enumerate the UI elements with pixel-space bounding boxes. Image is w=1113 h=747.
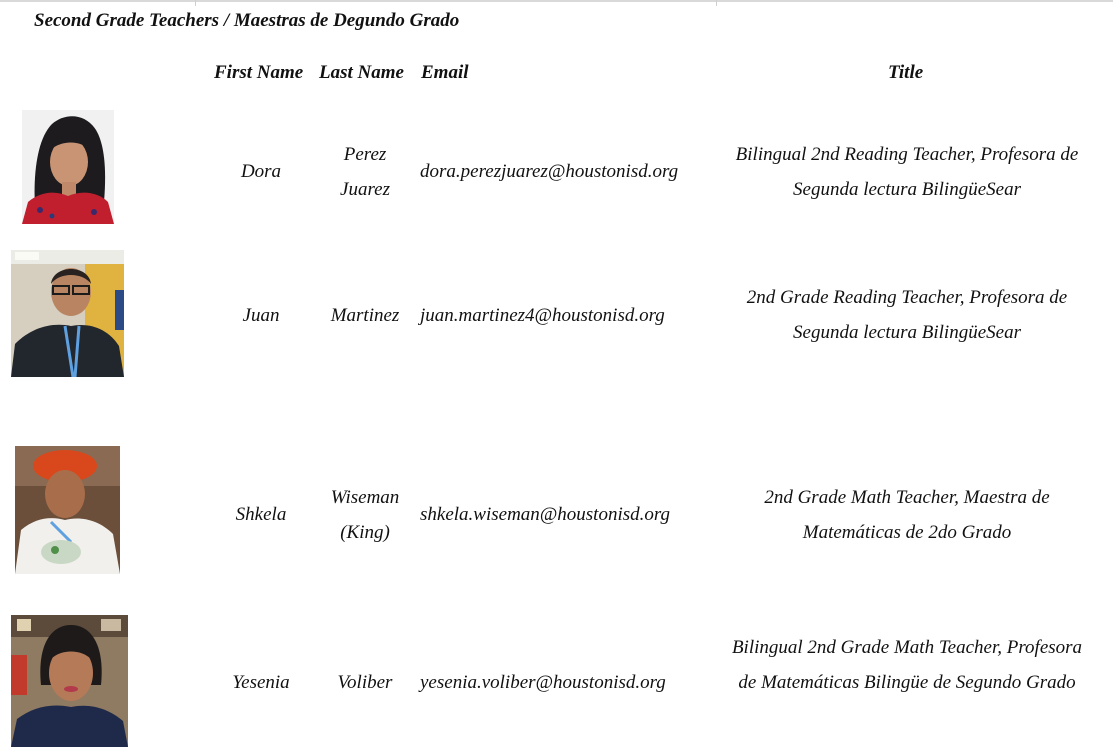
header-title: Title xyxy=(888,62,924,83)
column-divider-tick xyxy=(716,0,717,6)
cell-first-name: Juan xyxy=(242,305,280,326)
cell-email[interactable]: shkela.wiseman@houstonisd.org xyxy=(420,504,671,525)
cell-last-name: Wiseman (King) xyxy=(330,487,400,543)
cell-first-name: Shkela xyxy=(235,504,287,525)
top-border xyxy=(0,0,1113,2)
teacher-photo-yesenia xyxy=(11,615,128,747)
cell-title: 2nd Grade Math Teacher, Maestra de Matemáticas de 2do Grado xyxy=(764,487,1050,543)
cell-email[interactable]: juan.martinez4@houstonisd.org xyxy=(420,305,665,326)
header-email: Email xyxy=(421,62,469,83)
teacher-photo-juan xyxy=(11,250,124,377)
cell-title: Bilingual 2nd Reading Teacher, Profesora de Segunda lectura BilingüeSear xyxy=(735,144,1079,200)
cell-last-name: Perez Juarez xyxy=(340,144,390,200)
page-title: Second Grade Teachers / Maestras de Degundo Grado xyxy=(34,10,460,31)
cell-email[interactable]: dora.perezjuarez@houstonisd.org xyxy=(420,161,679,182)
cell-title: 2nd Grade Reading Teacher, Profesora de Segunda lectura BilingüeSear xyxy=(746,287,1068,343)
cell-email[interactable]: yesenia.voliber@houstonisd.org xyxy=(420,672,666,693)
header-last-name: Last Name xyxy=(319,62,404,83)
cell-title: Bilingual 2nd Grade Math Teacher, Profesora de Matemáticas Bilingüe de Segundo Grado xyxy=(731,637,1083,693)
header-first-name: First Name xyxy=(214,62,304,83)
teacher-photo-shkela xyxy=(15,446,120,574)
cell-last-name: Voliber xyxy=(337,672,393,693)
column-divider-tick xyxy=(195,0,196,6)
teacher-photo-dora xyxy=(22,110,114,224)
cell-first-name: Dora xyxy=(240,161,282,182)
cell-first-name: Yesenia xyxy=(232,672,290,693)
cell-last-name: Martinez xyxy=(330,305,400,326)
